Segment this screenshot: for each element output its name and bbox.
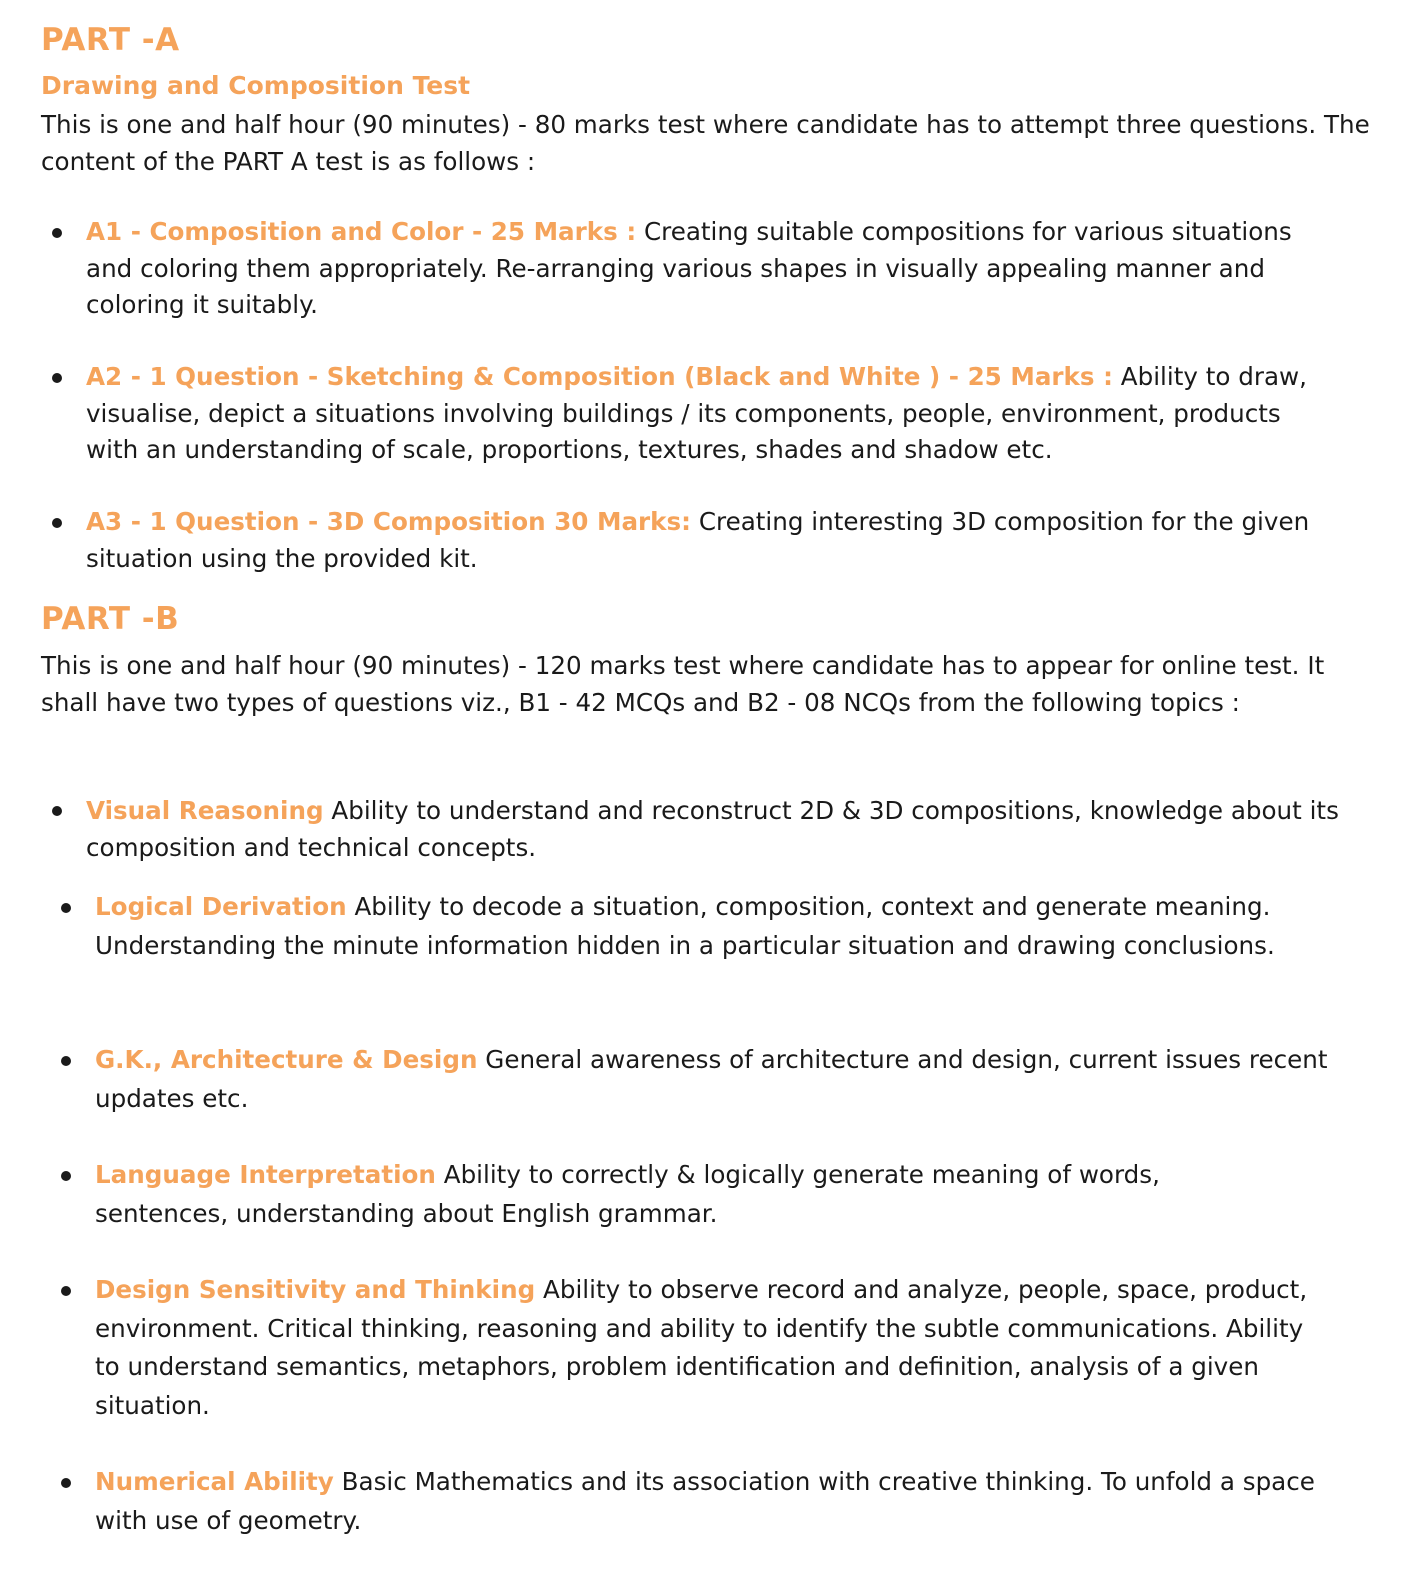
list-item-text	[86, 214, 1316, 324]
item-description: Creating suitable compositions for various situations and coloring them appropriately. Re-arranging various shapes in visually appealing manner and coloring it suitably.	[86, 217, 1292, 319]
item-description: Ability to correctly & logically generate meaning of words, sentences, understanding about English grammar.	[95, 1160, 1160, 1228]
item-description: Basic Mathematics and its association with creative thinking. To unfold a space with use of geometry.	[95, 1467, 1315, 1535]
list-item-text	[95, 1463, 1355, 1540]
item-label: A2 - 1 Question - Sketching & Composition (Black and White ) - 25 Marks :	[86, 362, 1113, 391]
bullet-icon	[52, 518, 62, 528]
list-item-text	[86, 359, 1326, 469]
item-label: A3 - 1 Question - 3D Composition 30 Marks:	[86, 507, 692, 536]
bullet-icon	[52, 373, 62, 383]
item-label: Visual Reasoning	[86, 796, 324, 825]
bullet-icon	[61, 1478, 71, 1488]
part-a-intro: This is one and half hour (90 minutes) - 80 marks test where candidate has to attempt three questions. The content of the PART A test is as follows :	[41, 110, 1370, 176]
bullet-icon	[61, 903, 71, 913]
item-description: General awareness of architecture and design, current issues recent updates etc.	[95, 1045, 1328, 1113]
item-description: Creating interesting 3D composition for the given situation using the provided kit.	[86, 507, 1310, 573]
list-item-text	[86, 792, 1356, 866]
part-b-heading: PART -B	[41, 601, 180, 637]
list-item-text	[95, 1271, 1335, 1425]
list-item-text	[95, 1041, 1355, 1118]
item-label: Numerical Ability	[95, 1467, 334, 1496]
list-item-text	[95, 888, 1295, 965]
item-label: Logical Derivation	[95, 892, 347, 921]
bullet-icon	[61, 1286, 71, 1296]
item-description: Ability to observe record and analyze, people, space, product, environment. Critical thinking, reasoning and ability to identify the subtle communications. Ability to understand semantics, metaphors, problem identification and definition, analysis of a given situation.	[95, 1275, 1308, 1420]
list-item-text	[95, 1156, 1295, 1233]
part-b-intro: This is one and half hour (90 minutes) - 120 marks test where candidate has to appear for online test. It shall have two types of questions viz., B1 - 42 MCQs and B2 - 08 NCQs from the following topics :	[41, 651, 1325, 717]
bullet-icon	[61, 1056, 71, 1066]
part-a-subheading: Drawing and Composition Test	[41, 71, 471, 100]
bullet-icon	[52, 228, 62, 238]
item-label: G.K., Architecture & Design	[95, 1045, 478, 1074]
part-a-heading: PART -A	[41, 22, 180, 58]
item-description: Ability to draw, visualise, depict a situations involving buildings / its components, people, environment, products with an understanding of scale, proportions, textures, shades and shadow etc.	[86, 362, 1307, 464]
item-label: Design Sensitivity and Thinking	[95, 1275, 536, 1304]
item-label: Language Interpretation	[95, 1160, 436, 1189]
bullet-icon	[52, 806, 62, 816]
bullet-icon	[61, 1171, 71, 1181]
item-label: A1 - Composition and Color - 25 Marks :	[86, 217, 637, 246]
item-description: Ability to understand and reconstruct 2D & 3D compositions, knowledge about its composition and technical concepts.	[86, 796, 1339, 862]
item-description: Ability to decode a situation, composition, context and generate meaning. Understanding the minute information hidden in a particular situation and drawing conclusions.	[95, 892, 1275, 960]
list-item-text	[86, 504, 1316, 577]
